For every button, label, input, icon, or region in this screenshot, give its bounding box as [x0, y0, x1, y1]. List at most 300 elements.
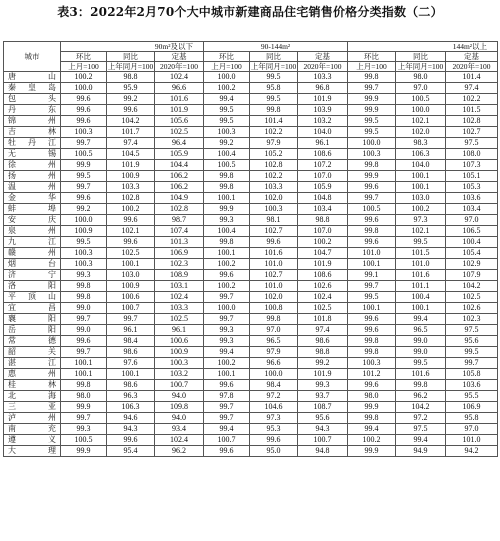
medium-mom-cell: 100.1 — [204, 193, 250, 204]
medium-yoy-cell: 99.5 — [250, 94, 298, 105]
medium-base-cell: 108.6 — [298, 149, 348, 160]
medium-mom-cell: 100.7 — [204, 435, 250, 446]
small-yoy-cell: 97.6 — [107, 358, 155, 369]
large-base-cell: 102.2 — [446, 94, 498, 105]
medium-base-cell: 100.2 — [298, 237, 348, 248]
medium-mom-cell: 99.9 — [204, 204, 250, 215]
small-mom-cell: 99.2 — [61, 204, 107, 215]
large-yoy-cell: 100.2 — [396, 204, 446, 215]
subhead-mom: 环比 — [204, 52, 250, 62]
medium-mom-cell: 99.3 — [204, 325, 250, 336]
large-base-cell: 102.3 — [446, 314, 498, 325]
large-base-cell: 102.9 — [446, 259, 498, 270]
large-mom-cell: 100.1 — [348, 303, 396, 314]
small-mom-cell: 99.3 — [61, 270, 107, 281]
small-base-cell: 94.0 — [155, 391, 204, 402]
small-yoy-cell: 95.9 — [107, 83, 155, 94]
city-cell: 丹 东 — [4, 105, 61, 116]
city-cell: 桂 林 — [4, 380, 61, 391]
medium-yoy-cell: 96.6 — [250, 358, 298, 369]
subhead-yoy: 同比 — [107, 52, 155, 62]
city-cell: 三 亚 — [4, 402, 61, 413]
large-mom-cell: 99.6 — [348, 314, 396, 325]
medium-mom-cell: 100.2 — [204, 259, 250, 270]
table-row — [4, 281, 498, 292]
small-yoy-cell: 102.5 — [107, 248, 155, 259]
medium-mom-cell: 99.4 — [204, 94, 250, 105]
subhead-mom: 环比 — [348, 52, 396, 62]
city-cell: 九 江 — [4, 237, 61, 248]
small-yoy-cell: 101.9 — [107, 160, 155, 171]
table-row — [4, 446, 498, 457]
large-base-cell: 102.7 — [446, 127, 498, 138]
subhead-yoy: 同比 — [396, 52, 446, 62]
medium-yoy-cell: 99.6 — [250, 237, 298, 248]
large-base-cell: 95.8 — [446, 413, 498, 424]
large-yoy-cell: 100.4 — [396, 292, 446, 303]
large-yoy-cell: 100.0 — [396, 105, 446, 116]
table-row — [4, 413, 498, 424]
medium-mom-cell: 100.0 — [204, 303, 250, 314]
small-base-cell: 102.5 — [155, 127, 204, 138]
small-mom-cell: 99.6 — [61, 193, 107, 204]
large-yoy-cell: 96.2 — [396, 391, 446, 402]
medium-mom-cell: 99.8 — [204, 237, 250, 248]
large-base-cell: 103.4 — [446, 204, 498, 215]
small-yoy-cell: 96.3 — [107, 391, 155, 402]
subhead-mom: 环比 — [61, 52, 107, 62]
large-base-cell: 107.3 — [446, 160, 498, 171]
small-mom-cell: 99.7 — [61, 413, 107, 424]
small-mom-cell: 100.5 — [61, 435, 107, 446]
small-yoy-cell: 94.6 — [107, 413, 155, 424]
small-yoy-cell: 104.2 — [107, 116, 155, 127]
large-mom-cell: 99.7 — [348, 193, 396, 204]
medium-yoy-cell: 99.8 — [250, 314, 298, 325]
large-mom-cell: 99.8 — [348, 413, 396, 424]
city-cell: 安 庆 — [4, 215, 61, 226]
group-header-large: 144m²以上 — [348, 42, 498, 52]
large-base-cell: 101.4 — [446, 72, 498, 83]
medium-base-cell: 107.2 — [298, 160, 348, 171]
medium-base-cell: 96.8 — [298, 83, 348, 94]
large-yoy-cell: 101.6 — [396, 270, 446, 281]
medium-yoy-cell: 100.0 — [250, 369, 298, 380]
large-yoy-cell: 98.3 — [396, 138, 446, 149]
small-mom-cell: 99.6 — [61, 116, 107, 127]
group-header-medium: 90-144m² — [204, 42, 348, 52]
medium-mom-cell: 99.4 — [204, 347, 250, 358]
base-same-month-last-year: 上年同月=100 — [250, 62, 297, 71]
city-cell: 遵 义 — [4, 435, 61, 446]
small-yoy-cell: 100.2 — [107, 204, 155, 215]
medium-mom-cell: 99.6 — [204, 270, 250, 281]
large-yoy-cell: 100.1 — [396, 303, 446, 314]
large-yoy-cell: 98.0 — [396, 72, 446, 83]
large-yoy-cell: 99.8 — [396, 380, 446, 391]
small-mom-cell: 99.5 — [61, 171, 107, 182]
large-base-cell: 107.9 — [446, 270, 498, 281]
large-yoy-cell: 102.0 — [396, 127, 446, 138]
small-base-cell: 101.3 — [155, 237, 204, 248]
large-base-cell: 100.4 — [446, 237, 498, 248]
large-yoy-cell: 104.0 — [396, 160, 446, 171]
medium-yoy-cell: 104.6 — [250, 402, 298, 413]
medium-base-cell: 103.2 — [298, 116, 348, 127]
large-mom-cell: 99.6 — [348, 182, 396, 193]
small-mom-cell: 100.5 — [61, 149, 107, 160]
city-cell: 蚌 埠 — [4, 204, 61, 215]
city-cell: 包 头 — [4, 94, 61, 105]
table-row — [4, 193, 498, 204]
small-mom-cell: 100.2 — [61, 72, 107, 83]
medium-yoy-cell: 95.3 — [250, 424, 298, 435]
small-yoy-cell: 98.6 — [107, 380, 155, 391]
subhead-yoy: 同比 — [250, 52, 298, 62]
base-2020: 2020年=100 — [446, 62, 498, 72]
small-base-cell: 104.4 — [155, 160, 204, 171]
table-row — [4, 215, 498, 226]
small-yoy-cell: 100.9 — [107, 171, 155, 182]
small-mom-cell: 99.0 — [61, 303, 107, 314]
table-row — [4, 369, 498, 380]
medium-base-cell: 95.6 — [298, 413, 348, 424]
small-mom-cell: 99.9 — [61, 402, 107, 413]
large-yoy-cell: 96.5 — [396, 325, 446, 336]
medium-base-cell: 104.7 — [298, 248, 348, 259]
large-yoy-cell: 104.2 — [396, 402, 446, 413]
small-base-cell: 103.1 — [155, 281, 204, 292]
small-base-cell: 102.4 — [155, 72, 204, 83]
table-row — [4, 325, 498, 336]
city-cell: 南 充 — [4, 424, 61, 435]
small-yoy-cell: 106.3 — [107, 402, 155, 413]
large-yoy-cell: 97.5 — [396, 424, 446, 435]
small-yoy-cell: 100.1 — [107, 259, 155, 270]
large-base-cell: 106.9 — [446, 402, 498, 413]
city-cell: 赣 州 — [4, 248, 61, 259]
medium-yoy-cell: 100.8 — [250, 303, 298, 314]
large-base-cell: 97.5 — [446, 138, 498, 149]
large-base-cell: 102.5 — [446, 292, 498, 303]
medium-base-cell: 99.2 — [298, 358, 348, 369]
medium-yoy-cell: 101.4 — [250, 116, 298, 127]
large-mom-cell: 100.5 — [348, 204, 396, 215]
small-yoy-cell: 99.6 — [107, 105, 155, 116]
medium-base-cell: 101.9 — [298, 259, 348, 270]
large-mom-cell: 99.8 — [348, 226, 396, 237]
small-base-cell: 105.6 — [155, 116, 204, 127]
table-row — [4, 347, 498, 358]
large-mom-cell: 100.1 — [348, 259, 396, 270]
medium-mom-cell: 99.4 — [204, 424, 250, 435]
large-mom-cell: 99.1 — [348, 270, 396, 281]
small-base-cell: 94.0 — [155, 413, 204, 424]
table-row — [4, 402, 498, 413]
large-yoy-cell: 94.9 — [396, 446, 446, 457]
large-mom-cell: 100.2 — [348, 435, 396, 446]
table-header — [4, 42, 498, 72]
medium-mom-cell: 100.2 — [204, 83, 250, 94]
medium-yoy-cell: 102.0 — [250, 292, 298, 303]
table-row — [4, 435, 498, 446]
table-row — [4, 127, 498, 138]
city-cell: 烟 台 — [4, 259, 61, 270]
medium-yoy-cell: 95.0 — [250, 446, 298, 457]
small-base-cell: 109.8 — [155, 402, 204, 413]
medium-mom-cell: 99.7 — [204, 292, 250, 303]
small-mom-cell: 100.3 — [61, 127, 107, 138]
small-mom-cell: 99.0 — [61, 325, 107, 336]
medium-yoy-cell: 102.8 — [250, 160, 298, 171]
table-row — [4, 160, 498, 171]
table-row — [4, 83, 498, 94]
base-last-month: 上月=100 — [204, 62, 250, 72]
small-yoy-cell: 97.4 — [107, 138, 155, 149]
small-mom-cell: 99.9 — [61, 446, 107, 457]
large-base-cell: 105.4 — [446, 248, 498, 259]
small-base-cell: 107.4 — [155, 226, 204, 237]
small-mom-cell: 100.1 — [61, 369, 107, 380]
medium-base-cell: 101.9 — [298, 369, 348, 380]
medium-mom-cell: 99.8 — [204, 171, 250, 182]
base-last-month: 上月=100 — [61, 62, 107, 72]
large-base-cell: 99.5 — [446, 347, 498, 358]
small-mom-cell: 99.8 — [61, 292, 107, 303]
table-row — [4, 149, 498, 160]
large-base-cell: 97.4 — [446, 83, 498, 94]
large-mom-cell: 99.5 — [348, 127, 396, 138]
table-row — [4, 259, 498, 270]
city-cell: 扬 州 — [4, 171, 61, 182]
city-cell: 济 宁 — [4, 270, 61, 281]
large-mom-cell: 99.7 — [348, 281, 396, 292]
medium-mom-cell: 100.1 — [204, 369, 250, 380]
large-mom-cell: 99.6 — [348, 237, 396, 248]
base-same-month-last-year: 上年同月=100 — [107, 62, 154, 71]
medium-yoy-cell: 102.7 — [250, 226, 298, 237]
table-row — [4, 358, 498, 369]
medium-base-cell: 99.3 — [298, 380, 348, 391]
large-base-cell: 108.0 — [446, 149, 498, 160]
medium-yoy-cell: 97.9 — [250, 138, 298, 149]
small-base-cell: 106.9 — [155, 248, 204, 259]
small-yoy-cell: 99.2 — [107, 94, 155, 105]
small-mom-cell: 100.1 — [61, 358, 107, 369]
price-index-table — [3, 41, 498, 457]
medium-mom-cell: 99.3 — [204, 336, 250, 347]
small-mom-cell: 99.7 — [61, 347, 107, 358]
medium-yoy-cell: 97.0 — [250, 325, 298, 336]
table-row — [4, 138, 498, 149]
medium-yoy-cell: 102.7 — [250, 270, 298, 281]
large-mom-cell: 99.6 — [348, 215, 396, 226]
base-last-month: 上月=100 — [348, 62, 396, 72]
small-mom-cell: 99.7 — [61, 314, 107, 325]
city-cell: 平顶山 — [4, 292, 61, 303]
medium-mom-cell: 100.2 — [204, 281, 250, 292]
medium-yoy-cell: 101.0 — [250, 281, 298, 292]
table-row — [4, 171, 498, 182]
large-base-cell: 102.6 — [446, 303, 498, 314]
small-base-cell: 100.9 — [155, 347, 204, 358]
small-base-cell: 100.3 — [155, 358, 204, 369]
medium-base-cell: 107.0 — [298, 226, 348, 237]
large-mom-cell: 99.5 — [348, 292, 396, 303]
table-row — [4, 314, 498, 325]
large-mom-cell: 100.3 — [348, 358, 396, 369]
medium-base-cell: 101.9 — [298, 94, 348, 105]
large-mom-cell: 100.0 — [348, 138, 396, 149]
small-yoy-cell: 98.6 — [107, 347, 155, 358]
large-base-cell: 102.8 — [446, 116, 498, 127]
small-base-cell: 96.6 — [155, 83, 204, 94]
large-yoy-cell: 101.1 — [396, 281, 446, 292]
small-mom-cell: 99.6 — [61, 336, 107, 347]
medium-base-cell: 108.7 — [298, 402, 348, 413]
city-cell: 大 理 — [4, 446, 61, 457]
small-mom-cell: 99.3 — [61, 424, 107, 435]
small-yoy-cell: 99.6 — [107, 237, 155, 248]
medium-mom-cell: 100.1 — [204, 248, 250, 259]
small-base-cell: 103.3 — [155, 303, 204, 314]
medium-yoy-cell: 102.0 — [250, 193, 298, 204]
city-cell: 牡丹江 — [4, 138, 61, 149]
large-yoy-cell: 102.1 — [396, 116, 446, 127]
small-yoy-cell: 98.4 — [107, 336, 155, 347]
medium-base-cell: 105.9 — [298, 182, 348, 193]
medium-mom-cell: 100.4 — [204, 226, 250, 237]
city-cell: 北 海 — [4, 391, 61, 402]
large-base-cell: 104.2 — [446, 281, 498, 292]
group-header-small: 90m²及以下 — [61, 42, 204, 52]
city-cell: 泸 州 — [4, 413, 61, 424]
city-cell: 温 州 — [4, 182, 61, 193]
large-base-cell: 105.1 — [446, 171, 498, 182]
city-cell: 吉 林 — [4, 127, 61, 138]
small-base-cell: 96.4 — [155, 138, 204, 149]
large-mom-cell: 99.8 — [348, 336, 396, 347]
small-base-cell: 103.2 — [155, 369, 204, 380]
small-mom-cell: 99.9 — [61, 160, 107, 171]
large-base-cell: 101.0 — [446, 435, 498, 446]
small-base-cell: 104.9 — [155, 193, 204, 204]
small-yoy-cell: 100.9 — [107, 281, 155, 292]
medium-yoy-cell: 100.3 — [250, 204, 298, 215]
small-mom-cell: 99.8 — [61, 380, 107, 391]
base-same-month-last-year: 上年同月=100 — [396, 62, 446, 72]
small-mom-cell: 100.0 — [61, 215, 107, 226]
large-yoy-cell: 101.0 — [396, 259, 446, 270]
small-base-cell: 108.9 — [155, 270, 204, 281]
large-mom-cell: 99.4 — [348, 424, 396, 435]
table-row — [4, 204, 498, 215]
medium-base-cell: 104.8 — [298, 193, 348, 204]
city-cell: 徐 州 — [4, 160, 61, 171]
table-row — [4, 72, 498, 83]
small-yoy-cell: 98.8 — [107, 72, 155, 83]
table-row — [4, 292, 498, 303]
medium-yoy-cell: 97.9 — [250, 347, 298, 358]
large-yoy-cell: 100.1 — [396, 171, 446, 182]
medium-mom-cell: 97.8 — [204, 391, 250, 402]
table-row — [4, 270, 498, 281]
medium-yoy-cell: 103.3 — [250, 182, 298, 193]
small-mom-cell: 100.3 — [61, 248, 107, 259]
large-yoy-cell: 99.5 — [396, 358, 446, 369]
large-yoy-cell: 97.2 — [396, 413, 446, 424]
small-yoy-cell: 100.7 — [107, 303, 155, 314]
small-mom-cell: 99.8 — [61, 281, 107, 292]
medium-yoy-cell: 101.0 — [250, 259, 298, 270]
table-row — [4, 391, 498, 402]
small-yoy-cell: 101.7 — [107, 127, 155, 138]
city-cell: 洛 阳 — [4, 281, 61, 292]
medium-base-cell: 102.6 — [298, 281, 348, 292]
small-yoy-cell: 100.6 — [107, 292, 155, 303]
medium-base-cell: 96.1 — [298, 138, 348, 149]
city-cell: 湛 江 — [4, 358, 61, 369]
city-cell: 无 锡 — [4, 149, 61, 160]
medium-mom-cell: 99.5 — [204, 116, 250, 127]
medium-base-cell: 104.0 — [298, 127, 348, 138]
table-row — [4, 303, 498, 314]
large-mom-cell: 99.6 — [348, 380, 396, 391]
small-base-cell: 101.9 — [155, 105, 204, 116]
city-cell: 泉 州 — [4, 226, 61, 237]
medium-yoy-cell: 101.6 — [250, 248, 298, 259]
base-2020: 2020年=100 — [155, 62, 204, 72]
large-yoy-cell: 101.6 — [396, 369, 446, 380]
medium-yoy-cell: 99.8 — [250, 105, 298, 116]
small-base-cell: 96.1 — [155, 325, 204, 336]
large-yoy-cell: 106.3 — [396, 149, 446, 160]
medium-base-cell: 103.3 — [298, 72, 348, 83]
medium-base-cell: 102.5 — [298, 303, 348, 314]
small-mom-cell: 99.6 — [61, 105, 107, 116]
small-mom-cell: 98.0 — [61, 391, 107, 402]
large-base-cell: 101.5 — [446, 105, 498, 116]
large-base-cell: 95.5 — [446, 391, 498, 402]
large-base-cell: 97.0 — [446, 424, 498, 435]
small-base-cell: 100.7 — [155, 380, 204, 391]
medium-yoy-cell: 98.1 — [250, 215, 298, 226]
table-row — [4, 94, 498, 105]
small-mom-cell: 99.7 — [61, 138, 107, 149]
medium-yoy-cell: 102.2 — [250, 127, 298, 138]
city-column-header: 城市 — [4, 42, 61, 72]
small-base-cell: 102.4 — [155, 435, 204, 446]
large-base-cell: 105.8 — [446, 369, 498, 380]
large-mom-cell: 99.9 — [348, 446, 396, 457]
large-mom-cell: 99.8 — [348, 347, 396, 358]
medium-base-cell: 108.6 — [298, 270, 348, 281]
small-base-cell: 105.9 — [155, 149, 204, 160]
large-yoy-cell: 103.0 — [396, 193, 446, 204]
medium-yoy-cell: 95.8 — [250, 83, 298, 94]
table-body — [4, 72, 498, 457]
medium-mom-cell: 99.7 — [204, 413, 250, 424]
medium-yoy-cell: 99.5 — [250, 72, 298, 83]
medium-mom-cell: 99.7 — [204, 402, 250, 413]
medium-base-cell: 98.8 — [298, 215, 348, 226]
small-yoy-cell: 95.4 — [107, 446, 155, 457]
medium-mom-cell: 99.6 — [204, 380, 250, 391]
small-base-cell: 93.4 — [155, 424, 204, 435]
subhead-fixed-base: 定基 — [446, 52, 498, 62]
large-base-cell: 105.3 — [446, 182, 498, 193]
large-base-cell: 106.5 — [446, 226, 498, 237]
